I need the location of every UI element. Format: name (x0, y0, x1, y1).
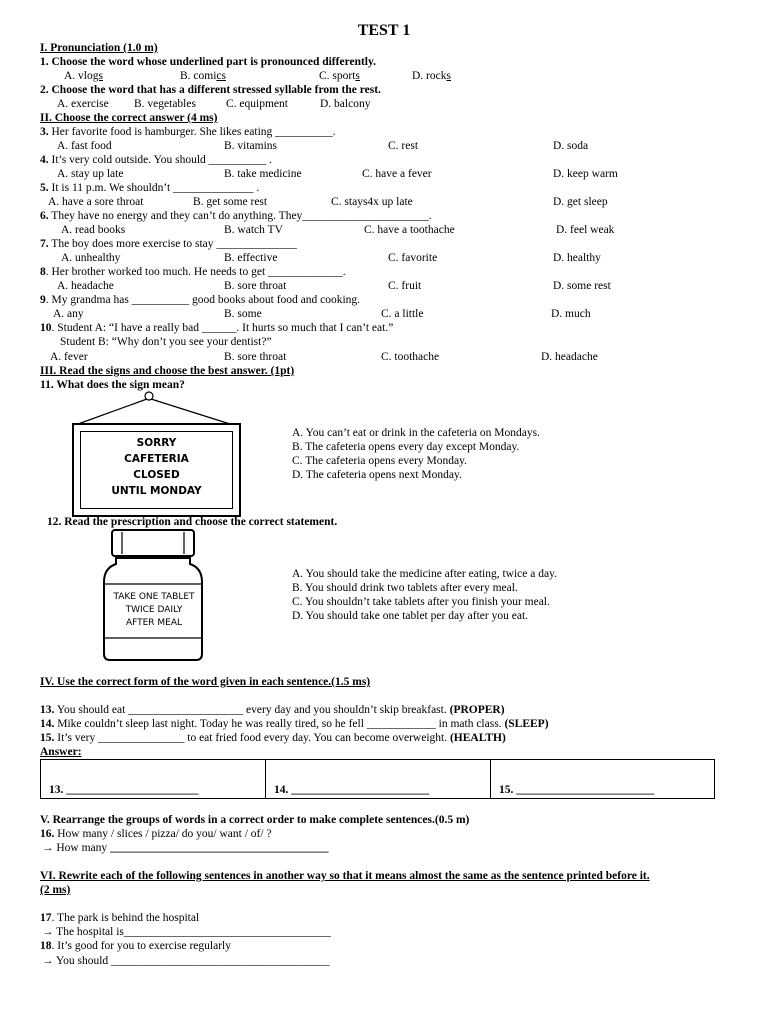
q4-option-a: A. stay up late (57, 168, 124, 180)
q10-prompt-line2: Student B: “Why don’t you see your dentist?” (60, 336, 272, 348)
q7-option-d: D. healthy (553, 252, 601, 264)
answer-14: 14. ________________________ (274, 784, 430, 796)
q12-option-d: D. You should take one tablet per day after you eat. (292, 610, 529, 622)
q2-option-b: B. vegetables (134, 98, 196, 110)
q8-option-a: A. headache (57, 280, 114, 292)
q1-option-b: B. comics (180, 70, 227, 82)
q9-option-c: C. a little (381, 308, 424, 320)
q9-option-d: D. much (551, 308, 591, 320)
q18-answer-line[interactable]: → You should ______________________________________ (42, 955, 330, 967)
arrow-icon: → (42, 842, 54, 854)
section-4-header: IV. Use the correct form of the word given in each sentence.(1.5 ms) (40, 676, 371, 688)
answer-label: Answer: (40, 746, 82, 758)
sign-line-4: UNTIL MONDAY (111, 485, 202, 497)
q2-option-d: D. balcony (320, 98, 371, 110)
answer-15: 15. ________________________ (499, 784, 655, 796)
sign-hanger-icon (66, 388, 246, 428)
q11-option-a: A. You can’t eat or drink in the cafeteria on Mondays. (292, 427, 540, 439)
q3-option-b: B. vitamins (224, 140, 278, 152)
bottle-label-line-2: TWICE DAILY (125, 605, 183, 615)
q4-option-c: C. have a fever (362, 168, 432, 180)
section-5-header: V. Rearrange the groups of words in a correct order to make complete sentences.(0.5 m) (40, 814, 470, 826)
q17-prompt: 17. The park is behind the hospital (40, 912, 200, 924)
q8-option-c: C. fruit (388, 280, 422, 292)
sign-line-2: CAFETERIA (124, 453, 189, 465)
q11-option-d: D. The cafeteria opens next Monday. (292, 469, 462, 481)
cafeteria-sign (72, 423, 241, 517)
q9-option-a: A. any (53, 308, 84, 320)
q4-option-b: B. take medicine (224, 168, 302, 180)
q6-option-c: C. have a toothache (364, 224, 455, 236)
q1-prompt: 1. Choose the word whose underlined part is pronounced differently. (40, 56, 376, 68)
bottle-label-line-3: AFTER MEAL (125, 618, 183, 628)
q14-prompt: 14. Mike couldn’t sleep last night. Today he was really tired, so he fell ____________ in math class. (SLEEP) (40, 718, 549, 730)
q3-option-a: A. fast food (57, 140, 112, 152)
q5-option-d: D. get sleep (553, 196, 608, 208)
answer-table (40, 759, 715, 799)
q9-prompt: 9. My grandma has __________ good books about food and cooking. (40, 294, 361, 306)
q1-option-a: A. vlogs (64, 70, 103, 82)
answer-cell-13[interactable] (41, 760, 266, 798)
q16-prompt: 16. How many / slices / pizza/ do you/ want / of/ ? (40, 828, 272, 840)
section-2-header: II. Choose the correct answer (4 ms) (40, 112, 218, 124)
arrow-icon: → (42, 926, 54, 938)
q13-prompt: 13. You should eat ____________________ every day and you shouldn’t skip breakfast. (PROPER) (40, 704, 505, 716)
q5-option-a: A. have a sore throat (48, 196, 144, 208)
section-3-header: III. Read the signs and choose the best answer. (1pt) (40, 365, 295, 377)
q3-prompt: 3. Her favorite food is hamburger. She likes eating __________. (40, 126, 336, 138)
q7-option-c: C. favorite (388, 252, 438, 264)
q12-option-b: B. You should drink two tablets after every meal. (292, 582, 518, 594)
q11-option-b: B. The cafeteria opens every day except Monday. (292, 441, 520, 453)
q2-option-c: C. equipment (226, 98, 288, 110)
q11-option-c: C. The cafeteria opens every Monday. (292, 455, 467, 467)
answer-cell-14[interactable] (266, 760, 491, 798)
q5-prompt: 5. It is 11 p.m. We shouldn’t ______________ . (40, 182, 260, 194)
q11-prompt: 11. What does the sign mean? (40, 379, 185, 391)
q3-option-c: C. rest (388, 140, 419, 152)
q4-option-d: D. keep warm (553, 168, 618, 180)
q12-option-a: A. You should take the medicine after eating, twice a day. (292, 568, 557, 580)
q7-prompt: 7. The boy does more exercise to stay ______________ (40, 238, 297, 250)
q16-answer-line[interactable]: → How many ______________________________________ (42, 842, 329, 854)
q6-option-d: D. feel weak (556, 224, 615, 236)
q2-option-a: A. exercise (57, 98, 109, 110)
sign-line-1: SORRY (136, 437, 177, 449)
q2-prompt: 2. Choose the word that has a different stressed syllable from the rest. (40, 84, 381, 96)
q8-option-b: B. sore throat (224, 280, 287, 292)
q15-prompt: 15. It’s very _______________ to eat fried food every day. You can become overweight. (HEALTH) (40, 732, 506, 744)
section-1-header: I. Pronunciation (1.0 m) (40, 42, 158, 54)
q8-prompt: 8. Her brother worked too much. He needs to get _____________. (40, 266, 346, 278)
answer-cell-15[interactable] (491, 760, 714, 798)
section-6-header: VI. Rewrite each of the following sentences in another way so that it means almost the same as the sentence printed before it. (40, 870, 650, 882)
q10-option-d: D. headache (541, 351, 598, 363)
q4-prompt: 4. It’s very cold outside. You should __________ . (40, 154, 272, 166)
q7-option-b: B. effective (224, 252, 278, 264)
q5-option-b: B. get some rest (193, 196, 268, 208)
q3-option-d: D. soda (553, 140, 589, 152)
arrow-icon: → (42, 955, 54, 967)
q12-option-c: C. You shouldn’t take tablets after you finish your meal. (292, 596, 550, 608)
q10-prompt: 10. Student A: “I have a really bad ______. It hurts so much that I can’t eat.” (40, 322, 394, 334)
q8-option-d: D. some rest (553, 280, 611, 292)
q6-option-b: B. watch TV (224, 224, 283, 236)
answer-13: 13. _______________________ (49, 784, 199, 796)
q10-option-c: C. toothache (381, 351, 440, 363)
q5-option-c: C. stays4x up late (331, 196, 413, 208)
q10-option-b: B. sore throat (224, 351, 287, 363)
q18-prompt: 18. It’s good for you to exercise regularly (40, 940, 231, 952)
q10-option-a: A. fever (50, 351, 88, 363)
q6-prompt: 6. They have no energy and they can’t do anything. They______________________. (40, 210, 432, 222)
q12-prompt: 12. Read the prescription and choose the correct statement. (47, 516, 338, 528)
section-6-header-marks: (2 ms) (40, 884, 71, 896)
q1-option-d: D. rocks (412, 70, 451, 82)
page-title: TEST 1 (357, 22, 411, 39)
bottle-label-line-1: TAKE ONE TABLET (113, 592, 195, 602)
q9-option-b: B. some (224, 308, 262, 320)
q1-option-c: C. sports (319, 70, 360, 82)
q7-option-a: A. unhealthy (61, 252, 121, 264)
sign-line-3: CLOSED (133, 469, 180, 481)
q6-option-a: A. read books (61, 224, 126, 236)
q17-answer-line[interactable]: → The hospital is____________________________________ (42, 926, 331, 938)
